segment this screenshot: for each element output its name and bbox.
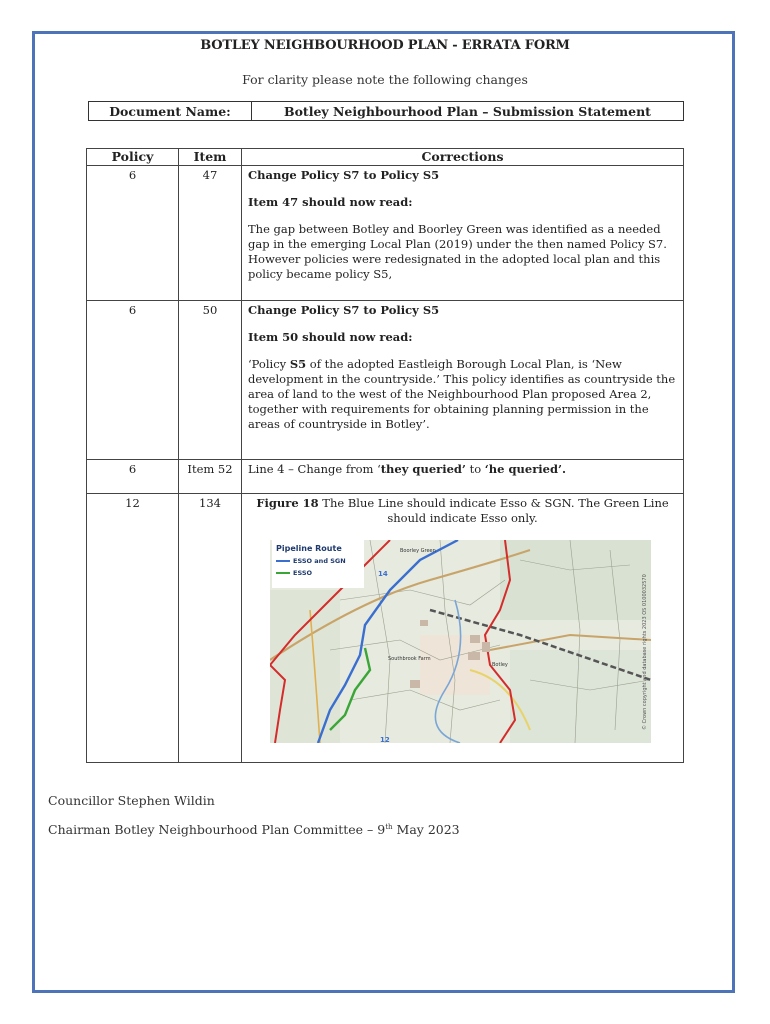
page-title: BOTLEY NEIGHBOURHOOD PLAN - ERRATA FORM bbox=[200, 38, 570, 53]
row-correction bbox=[242, 166, 684, 301]
row-item: 47 bbox=[179, 166, 242, 301]
correction-heading: Change Policy S7 to Policy S5 bbox=[248, 303, 440, 317]
map-legend bbox=[272, 540, 364, 588]
signoff-name: Councillor Stephen Wildin bbox=[48, 793, 215, 808]
row-policy: 6 bbox=[87, 301, 179, 460]
map-label-12: 12 bbox=[380, 736, 390, 743]
correction-heading: Change Policy S7 to Policy S5 bbox=[248, 168, 440, 182]
page-subtitle: For clarity please note the following changes bbox=[242, 72, 528, 87]
legend-item: ESSO and SGN bbox=[276, 554, 346, 569]
signoff-role: Chairman Botley Neighbourhood Plan Committee – 9th May 2023 bbox=[48, 822, 460, 837]
header-policy: Policy bbox=[87, 149, 179, 166]
row-item: 50 bbox=[179, 301, 242, 460]
legend-title: Pipeline Route bbox=[276, 544, 342, 553]
policy-ref: S5 bbox=[289, 357, 307, 371]
header-item: Item bbox=[179, 149, 242, 166]
row-item: 134 bbox=[179, 494, 242, 763]
map-label-southbrook: Southbrook Farm bbox=[388, 656, 431, 662]
row-correction bbox=[242, 301, 684, 460]
map-label-boorley: Boorley Green bbox=[400, 548, 436, 554]
correction-text: Line 4 – Change from ‘they queried’ to ‘he queried’. bbox=[248, 462, 566, 476]
map-copyright: © Crown copyright and database rights 2023 OS 0100032570 bbox=[642, 574, 648, 730]
row-policy: 12 bbox=[87, 494, 179, 763]
row-correction bbox=[242, 460, 684, 494]
correction-text: ‘Policy S5 of the adopted Eastleigh Borough Local Plan, is ‘New development in the countryside.’ This policy identifies as countryside the area of land to the west of the Neighbourhood Plan proposed Area 2, together with requirements for obtaining planning permission in the areas of countryside in Botley’. bbox=[248, 357, 676, 431]
correction-text: The gap between Botley and Boorley Green was identified as a needed gap in the emerging Local Plan (2019) under the then named Policy S7. However policies were redesignated in the adopted local plan and this policy became policy S5, bbox=[248, 222, 667, 281]
pipeline-map-figure bbox=[270, 540, 651, 743]
map-label-14: 14 bbox=[378, 570, 388, 578]
correction-subheading: Item 50 should now read: bbox=[248, 330, 413, 344]
corrections-table bbox=[86, 148, 684, 763]
header-corrections: Corrections bbox=[242, 149, 684, 166]
row-policy: 6 bbox=[87, 166, 179, 301]
table-row bbox=[87, 301, 684, 460]
table-row bbox=[87, 494, 684, 763]
row-policy: 6 bbox=[87, 460, 179, 494]
document-name-label: Document Name: bbox=[89, 102, 252, 121]
correction-subheading: Item 47 should now read: bbox=[248, 195, 413, 209]
document-name-table bbox=[88, 101, 684, 121]
table-header-row bbox=[87, 149, 684, 166]
table-row bbox=[87, 460, 684, 494]
figure-label: Figure 18 bbox=[256, 496, 319, 510]
row-item: Item 52 bbox=[179, 460, 242, 494]
figure-caption: Figure 18 The Blue Line should indicate Esso & SGN. The Green Line should indicate Esso only. bbox=[256, 496, 669, 525]
table-row bbox=[87, 166, 684, 301]
legend-item: ESSO bbox=[276, 566, 312, 581]
map-label-botley: Botley bbox=[492, 662, 508, 668]
document-name-value: Botley Neighbourhood Plan – Submission Statement bbox=[252, 102, 684, 121]
row-correction bbox=[242, 494, 684, 763]
